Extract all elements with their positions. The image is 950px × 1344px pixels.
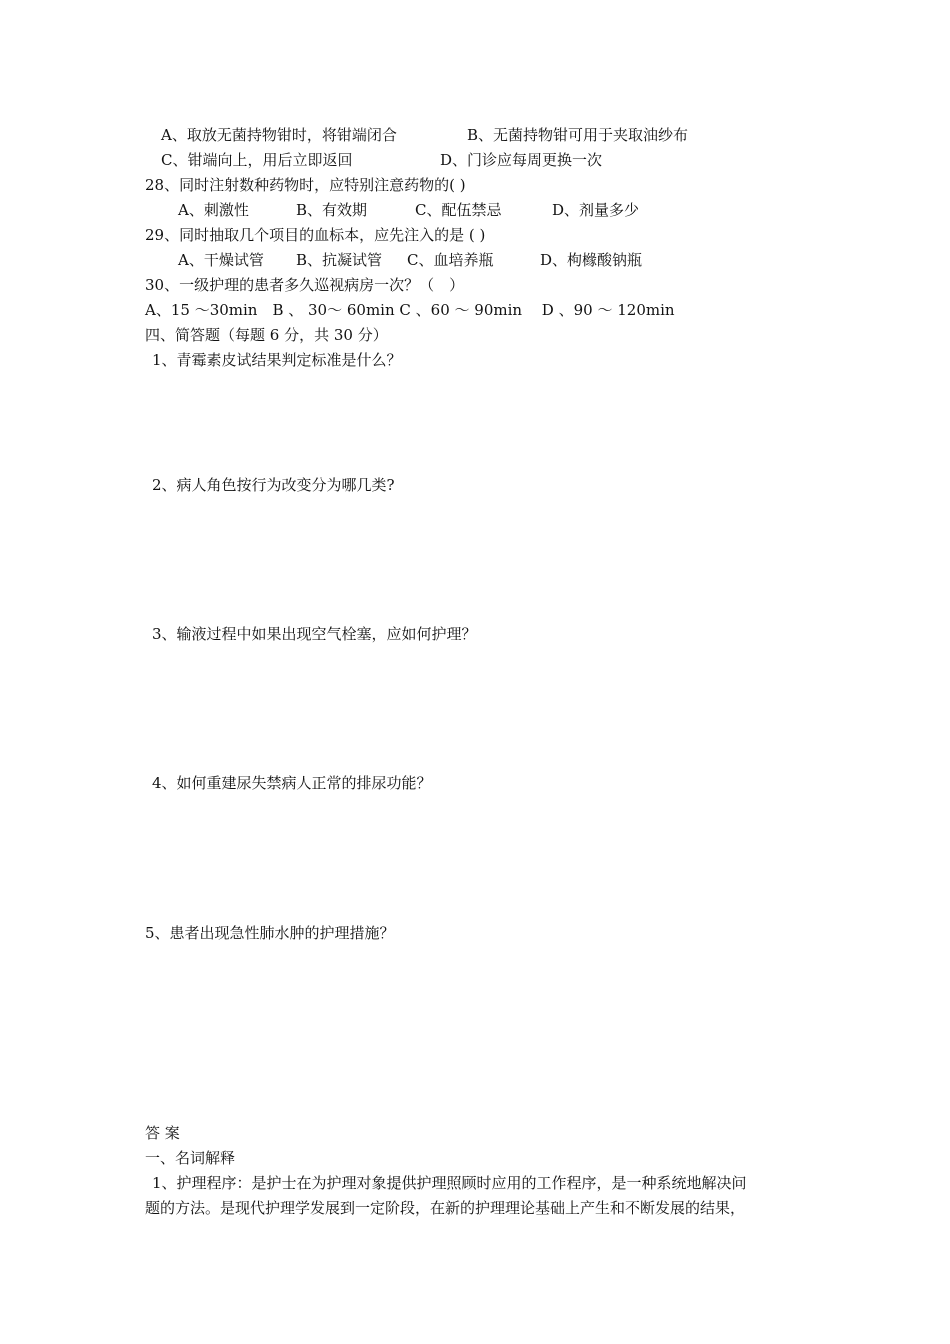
q29-option-b: B、抗凝试管 [296, 251, 383, 269]
q28-option-c: C、配伍禁忌 [415, 201, 502, 219]
q27-option-d: D、门诊应每周更换一次 [440, 151, 603, 169]
q28-option-d: D、剂量多少 [552, 201, 640, 219]
q29-option-c: C、血培养瓶 [407, 251, 494, 269]
q29-option-a: A、干燥试管 [178, 251, 264, 269]
q27-option-b: B、无菌持物钳可用于夹取油纱布 [467, 126, 689, 144]
answer-item-1-line-2: 题的方法。是现代护理学发展到一定阶段，在新的护理理论基础上产生和不断发展的结果， [145, 1199, 746, 1217]
short-answer-question-5: 5、患者出现急性肺水肿的护理措施？ [145, 924, 395, 942]
q29-stem: 29、同时抽取几个项目的血标本，应先注入的是 ( ) [145, 226, 486, 244]
q29-option-d: D、枸橼酸钠瓶 [540, 251, 643, 269]
q27-option-a: A、取放无菌持物钳时，将钳端闭合 [161, 126, 397, 144]
short-answer-question-3: 3、输液过程中如果出现空气栓塞，应如何护理？ [152, 625, 477, 643]
q28-option-b: B、有效期 [296, 201, 368, 219]
answers-heading: 答 案 [145, 1124, 180, 1142]
short-answer-question-1: 1、青霉素皮试结果判定标准是什么？ [152, 351, 402, 369]
q30-options: A、15 ～30min B 、 30～ 60min C 、60 ～ 90min D 、90 ～ 120min [145, 301, 675, 319]
answer-item-1-line-1: 1、护理程序：是护士在为护理对象提供护理照顾时应用的工作程序，是一种系统地解决问 [152, 1174, 747, 1192]
short-answer-question-4: 4、如何重建尿失禁病人正常的排尿功能？ [152, 774, 432, 792]
answers-part-1-heading: 一、名词解释 [145, 1149, 236, 1167]
q28-stem: 28、同时注射数种药物时，应特别注意药物的( ) [145, 176, 466, 194]
q27-option-c: C、钳端向上，用后立即返回 [161, 151, 353, 169]
q28-option-a: A、刺激性 [178, 201, 249, 219]
short-answer-question-2: 2、病人角色按行为改变分为哪几类? [152, 476, 395, 494]
q30-stem: 30、一级护理的患者多久巡视病房一次？（ ） [145, 276, 465, 294]
section-heading: 四、简答题（每题 6 分，共 30 分） [145, 326, 388, 344]
